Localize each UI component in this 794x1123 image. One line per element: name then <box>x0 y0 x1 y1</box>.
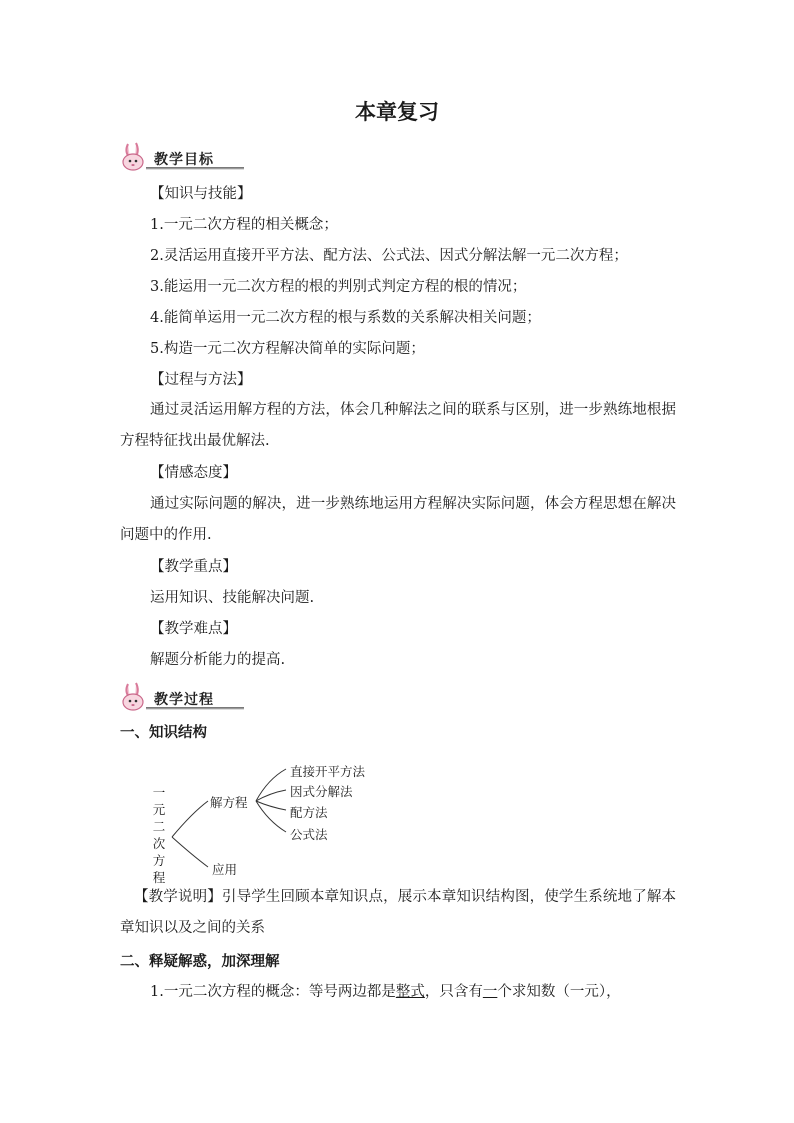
banner-label-goals: 教学目标 <box>154 152 214 168</box>
tree-branch-solve: 解方程 <box>210 795 248 810</box>
teaching-note <box>120 882 676 944</box>
teaching-note-label: 【教学说明】 <box>134 889 222 905</box>
difficulty-heading: 【教学难点】 <box>150 621 237 637</box>
concept-underlined-1: 整式 <box>395 984 425 1000</box>
goal-item-1: 1.一元二次方程的相关概念； <box>150 217 338 233</box>
key-text: 运用知识、技能解决问题. <box>150 590 315 606</box>
emotion-text: 通过实际问题的解决，进一步熟练地运用方程解决实际问题，体会方程思想在解决问题中的作用. <box>120 496 676 543</box>
tree-root-char: 元 <box>152 802 166 817</box>
concept-prefix: 1.一元二次方程的概念：等号两边都是 <box>150 984 396 1000</box>
concept-underlined-2: 一 <box>482 984 498 1000</box>
teaching-note-text: 引导学生回顾本章知识点，展示本章知识结构图，使学生系统地了解本章知识以及之间的关系 <box>120 889 677 936</box>
goal-item-4: 4.能简单运用一元二次方程的根与系数的关系解决相关问题； <box>150 310 541 326</box>
section-banner-goals <box>116 140 246 174</box>
method-text: 通过灵活运用解方程的方法，体会几种解法之间的联系与区别，进一步熟练地根据方程特征找出最优解法. <box>120 402 676 449</box>
tree-branch-apply: 应用 <box>212 862 238 877</box>
concept-suffix: 个求知数（一元）， <box>497 984 621 1000</box>
tree-method-4: 公式法 <box>290 827 328 842</box>
method-heading: 【过程与方法】 <box>150 372 252 388</box>
tree-root-char: 一 <box>152 785 166 800</box>
page-title: 本章复习 <box>355 100 439 124</box>
tree-root-char: 方 <box>152 853 166 868</box>
goal-item-5: 5.构造一元二次方程解决简单的实际问题； <box>150 341 425 357</box>
emotion-heading: 【情感态度】 <box>150 465 237 481</box>
section-banner-process <box>116 680 246 714</box>
section-knowledge-structure: 一、知识结构 <box>120 725 207 741</box>
section-clarify: 二、释疑解惑，加深理解 <box>120 954 280 970</box>
tree-method-3: 配方法 <box>290 805 328 820</box>
goal-item-2: 2.灵活运用直接开平方法、配方法、公式法、因式分解法解一元二次方程； <box>150 248 628 264</box>
key-heading: 【教学重点】 <box>150 559 237 575</box>
banner-label-process: 教学过程 <box>154 692 214 708</box>
tree-root-char: 次 <box>152 836 166 851</box>
tree-method-1: 直接开平方法 <box>290 764 366 779</box>
tree-root-char: 程 <box>152 870 166 885</box>
concept-mid: ，只含有 <box>424 984 483 1000</box>
tree-method-2: 因式分解法 <box>290 784 353 799</box>
knowledge-heading: 【知识与技能】 <box>150 186 252 202</box>
concept-line <box>150 982 621 1002</box>
goal-item-3: 3.能运用一元二次方程的根的判别式判定方程的根的情况； <box>150 279 527 295</box>
difficulty-text: 解题分析能力的提高. <box>150 652 286 668</box>
tree-root-char: 二 <box>152 819 166 834</box>
